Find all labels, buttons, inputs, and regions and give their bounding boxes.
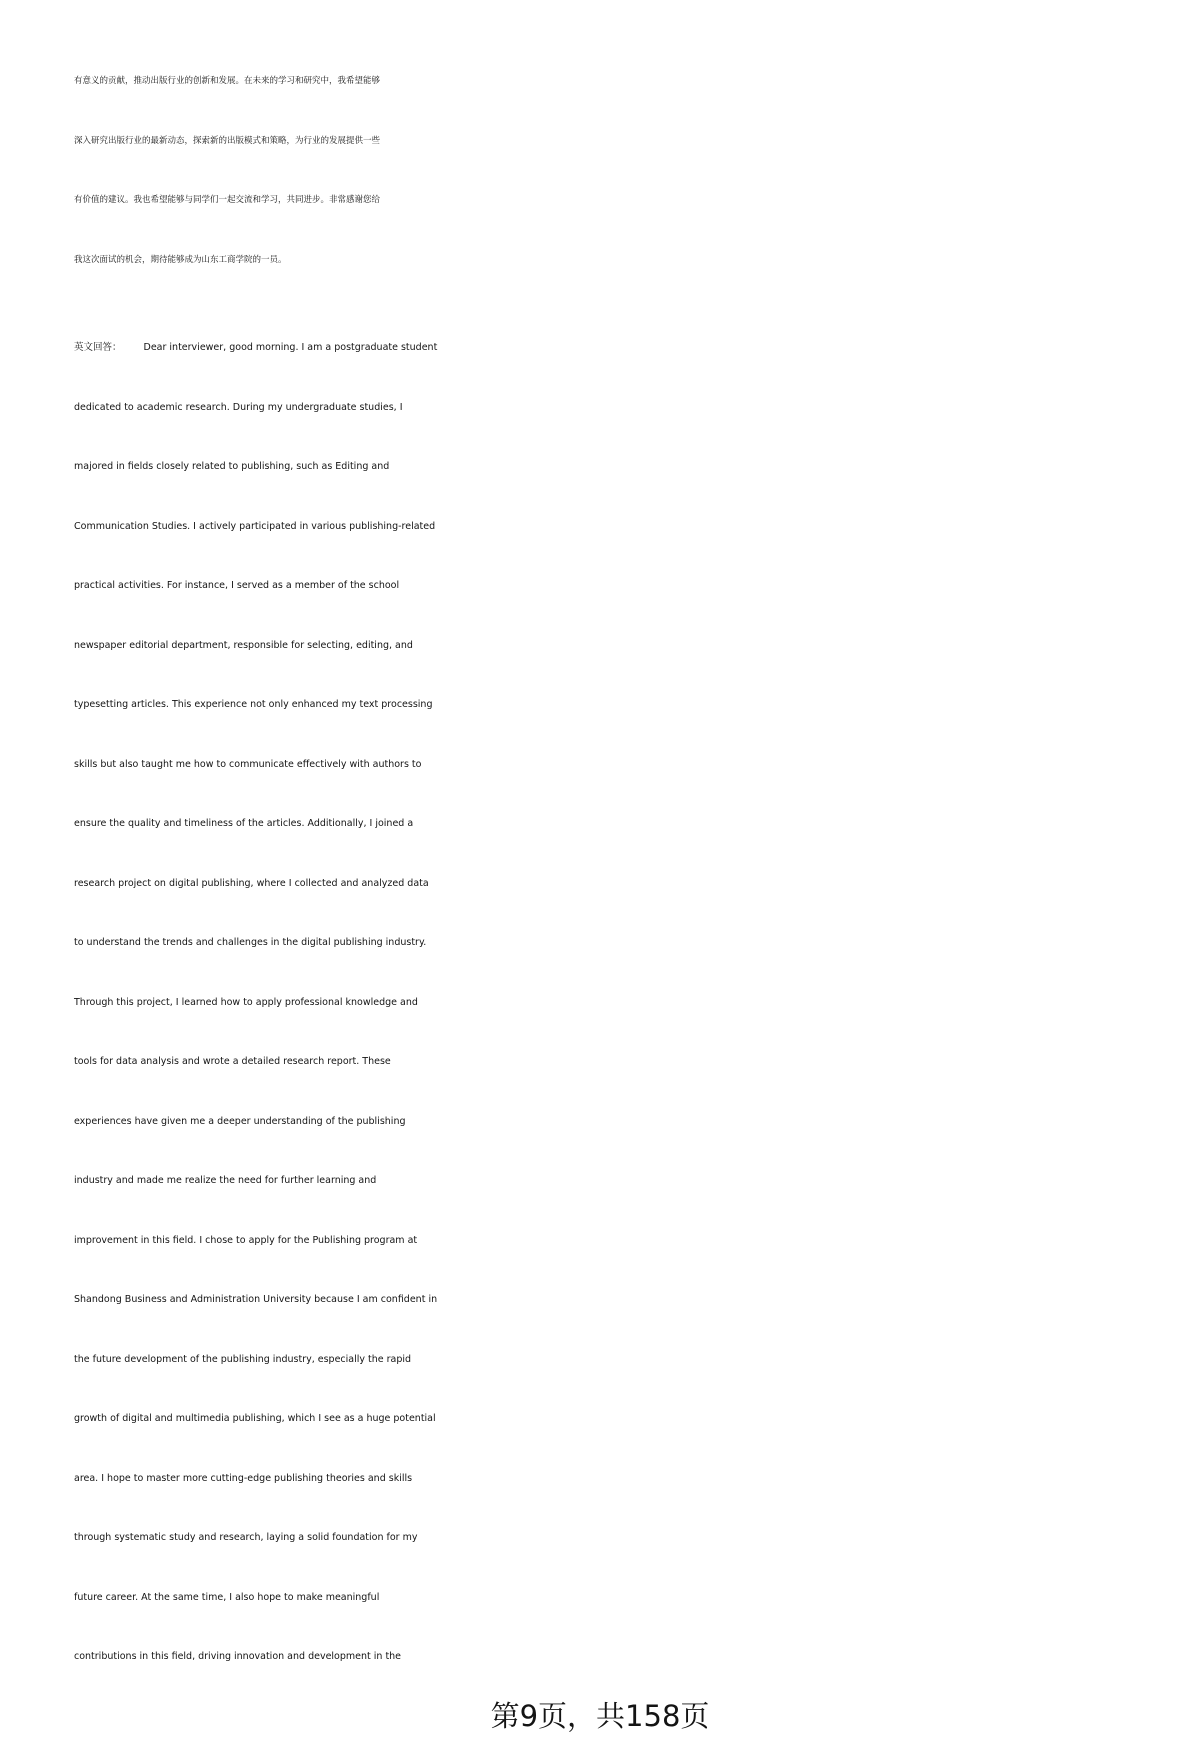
text-line: 深入研究出版行业的最新动态，探索新的出版模式和策略，为行业的发展提供一些 xyxy=(74,135,381,146)
text-line: ensure the quality and timeliness of the articles. Additionally, I joined a xyxy=(74,818,414,829)
text-line: tools for data analysis and wrote a detailed research report. These xyxy=(74,1056,391,1067)
english-answer-first-line: Dear interviewer, good morning. I am a postgraduate student xyxy=(143,342,438,353)
text-line: dedicated to academic research. During my undergraduate studies, I xyxy=(74,401,403,413)
text-line: industry and made me realize the need for further learning and xyxy=(74,1175,377,1186)
text-line: through systematic study and research, laying a solid foundation for my xyxy=(74,1532,418,1543)
text-line: contributions in this field, driving innovation and development in the xyxy=(74,1651,402,1662)
text-line: typesetting articles. This experience not only enhanced my text processing xyxy=(74,699,433,710)
text-line: majored in fields closely related to publishing, such as Editing and xyxy=(74,461,390,472)
text-line: Shandong Business and Administration University because I am confident in xyxy=(74,1294,438,1305)
text-line: 我这次面试的机会，期待能够成为山东工商学院的一员。 xyxy=(74,254,287,265)
text-line: experiences have given me a deeper understanding of the publishing xyxy=(74,1115,406,1127)
text-line: area. I hope to master more cutting-edge publishing theories and skills xyxy=(74,1472,413,1484)
page-number: 第9页，共158页 xyxy=(490,1699,710,1733)
text-line: Through this project, I learned how to apply professional knowledge and xyxy=(74,996,418,1008)
text-line: newspaper editorial department, responsible for selecting, editing, and xyxy=(74,639,413,651)
text-line: research project on digital publishing, where I collected and analyzed data xyxy=(74,877,429,889)
english-answer-label: 英文回答： xyxy=(74,342,122,353)
text-line: practical activities. For instance, I served as a member of the school xyxy=(74,580,400,591)
text-line: improvement in this field. I chose to apply for the Publishing program at xyxy=(74,1234,418,1246)
text-line: future career. At the same time, I also hope to make meaningful xyxy=(74,1591,380,1603)
text-line: 有意义的贡献，推动出版行业的创新和发展。在未来的学习和研究中，我希望能够 xyxy=(74,76,381,86)
text-line: Communication Studies. I actively participated in various publishing-related xyxy=(74,520,436,532)
text-line: 有价值的建议。我也希望能够与同学们一起交流和学习，共同进步。非常感谢您给 xyxy=(74,195,381,205)
text-line: skills but also taught me how to communicate effectively with authors to xyxy=(74,758,422,770)
chinese-paragraph xyxy=(74,52,1194,290)
text-line: to understand the trends and challenges in the digital publishing industry. xyxy=(74,937,427,948)
text-line: growth of digital and multimedia publishing, which I see as a huge potential xyxy=(74,1413,436,1424)
text-line xyxy=(74,318,1194,378)
text-line: the future development of the publishing industry, especially the rapid xyxy=(74,1353,412,1365)
english-answer xyxy=(74,318,1194,1687)
